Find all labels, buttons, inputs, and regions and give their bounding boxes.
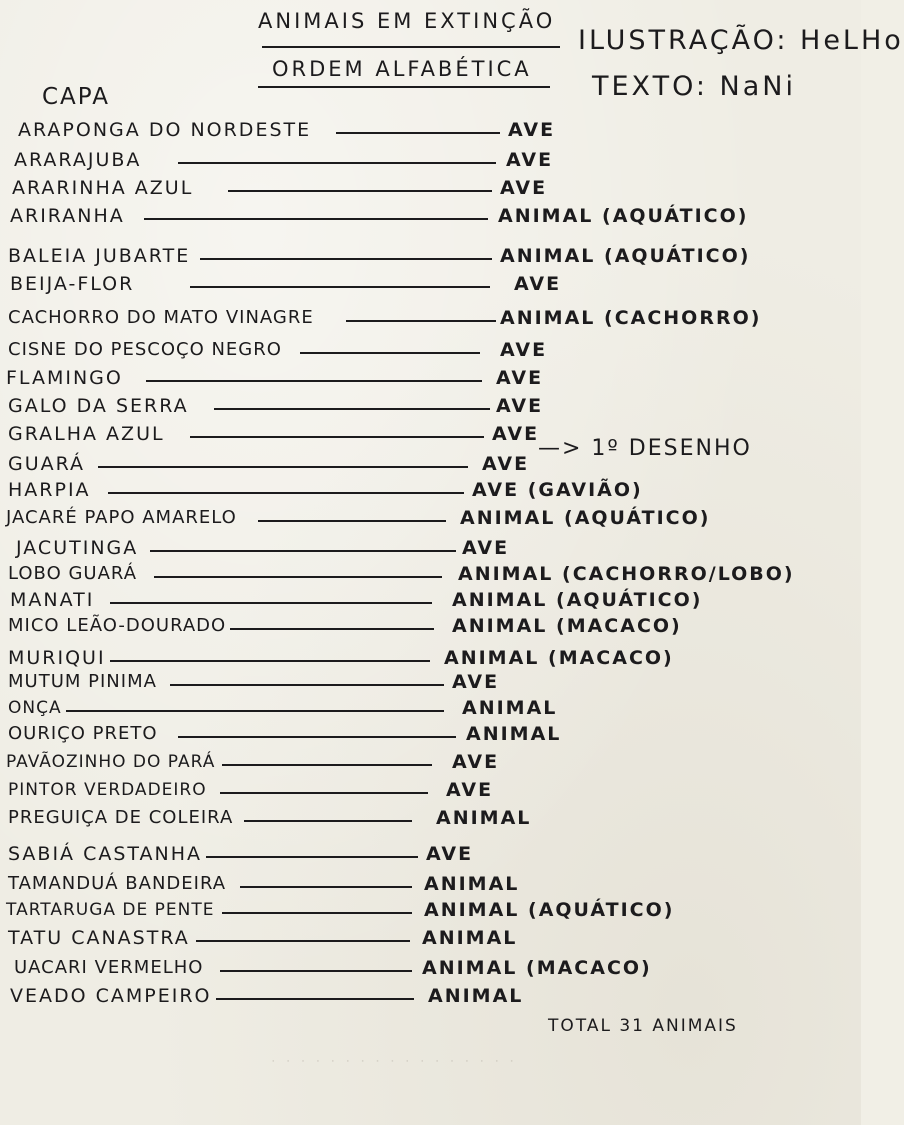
list-item <box>0 696 861 724</box>
list-item <box>0 588 861 616</box>
animal-name: FLAMINGO <box>6 367 123 389</box>
animal-type: AVE <box>426 843 474 865</box>
dash-line <box>222 912 412 914</box>
dash-line <box>230 628 434 630</box>
animal-type: AVE <box>500 177 548 199</box>
list-item <box>0 118 861 146</box>
animal-type: ANIMAL <box>436 807 532 829</box>
dash-line <box>214 408 490 410</box>
list-item <box>0 898 861 926</box>
animal-type: ANIMAL <box>462 697 558 719</box>
animal-type: ANIMAL <box>466 723 562 745</box>
animal-name: ARARAJUBA <box>14 149 142 171</box>
dash-line <box>196 940 410 942</box>
animal-name: MUTUM PINIMA <box>8 671 157 692</box>
animal-name: SABIÁ CASTANHA <box>8 843 203 865</box>
animal-type: AVE <box>500 339 548 361</box>
animal-type: AVE <box>506 149 554 171</box>
animal-name: MICO LEÃO-DOURADO <box>8 615 227 636</box>
animal-type: ANIMAL (AQUÁTICO) <box>500 245 751 267</box>
list-item <box>0 394 861 422</box>
dash-line <box>228 190 492 192</box>
dash-line <box>220 970 412 972</box>
dash-line <box>108 492 464 494</box>
animal-type: ANIMAL (AQUÁTICO) <box>452 589 703 611</box>
animal-type: ANIMAL (MACACO) <box>452 615 682 637</box>
animal-name: MURIQUI <box>8 647 106 669</box>
dash-line <box>220 792 428 794</box>
dash-line <box>150 550 456 552</box>
list-item <box>0 842 861 870</box>
dash-line <box>110 660 430 662</box>
animal-type: ANIMAL (CACHORRO) <box>500 307 762 329</box>
animal-type: AVE <box>492 423 540 445</box>
list-item <box>0 306 861 334</box>
list-item <box>0 148 861 176</box>
text-credit: TEXTO: NaNi <box>592 71 796 102</box>
list-item <box>0 338 861 366</box>
list-item <box>0 366 861 394</box>
animal-name: HARPIA <box>8 479 91 501</box>
animal-type: AVE <box>508 119 556 141</box>
list-item <box>0 478 861 506</box>
dash-line <box>222 764 432 766</box>
bleed-through-watermark: · · · · · · · · · · · · · · · · · <box>268 1052 514 1068</box>
list-item <box>0 750 861 778</box>
page-subtitle: ORDEM ALFABÉTICA <box>272 57 532 81</box>
list-item <box>0 614 861 642</box>
animal-type: ANIMAL (MACACO) <box>422 957 652 979</box>
list-item <box>0 984 861 1012</box>
dash-line <box>170 684 444 686</box>
dash-line <box>110 602 432 604</box>
list-item <box>0 562 861 590</box>
animal-type: ANIMAL <box>428 985 524 1007</box>
dash-line <box>240 886 412 888</box>
animal-type: AVE <box>452 751 500 773</box>
animal-type: ANIMAL (MACACO) <box>444 647 674 669</box>
animal-type: ANIMAL (AQUÁTICO) <box>498 205 749 227</box>
animal-name: MANATI <box>10 589 95 611</box>
dash-line <box>66 710 444 712</box>
animal-type: AVE <box>496 395 544 417</box>
list-item <box>0 506 861 534</box>
animal-name: BEIJA-FLOR <box>10 273 135 295</box>
animal-name: PINTOR VERDADEIRO <box>8 780 207 800</box>
dash-line <box>144 218 488 220</box>
list-item <box>0 926 861 954</box>
animal-name: ARARINHA AZUL <box>12 177 194 199</box>
animal-name: OURIÇO PRETO <box>8 723 158 744</box>
dash-line <box>146 380 482 382</box>
illustration-credit: ILUSTRAÇÃO: HeLHo <box>578 25 904 56</box>
page-title: ANIMAIS EM EXTINÇÃO <box>258 9 556 33</box>
animal-name: ARAPONGA DO NORDESTE <box>18 119 312 141</box>
animal-type: AVE <box>514 273 562 295</box>
list-item <box>0 722 861 750</box>
cover-label: CAPA <box>42 84 110 110</box>
animal-name: VEADO CAMPEIRO <box>10 985 212 1007</box>
dash-line <box>300 352 480 354</box>
first-drawing-note: —> 1º DESENHO <box>538 436 752 461</box>
animal-type: ANIMAL (AQUÁTICO) <box>424 899 675 921</box>
list-item <box>0 956 861 984</box>
animal-type: AVE <box>482 453 530 475</box>
title-underline <box>262 46 560 48</box>
animal-name: GRALHA AZUL <box>8 423 165 445</box>
dash-line <box>244 820 412 822</box>
animal-name: LOBO GUARÁ <box>8 563 138 584</box>
animal-name: TAMANDUÁ BANDEIRA <box>8 873 227 894</box>
list-item <box>0 204 861 232</box>
dash-line <box>98 466 468 468</box>
animal-name: PREGUIÇA DE COLEIRA <box>8 807 234 828</box>
dash-line <box>190 286 490 288</box>
animal-name: ONÇA <box>8 698 62 718</box>
animal-name: PAVÃOZINHO DO PARÁ <box>6 752 216 772</box>
animal-name: JACUTINGA <box>16 537 139 559</box>
animal-type: ANIMAL (AQUÁTICO) <box>460 507 711 529</box>
list-item <box>0 806 861 834</box>
dash-line <box>154 576 442 578</box>
list-item <box>0 244 861 272</box>
animal-type: AVE <box>452 671 500 693</box>
dash-line <box>190 436 484 438</box>
animal-type: AVE <box>496 367 544 389</box>
animal-type: ANIMAL (CACHORRO/LOBO) <box>458 563 795 585</box>
animal-name: UACARI VERMELHO <box>14 957 204 978</box>
dash-line <box>216 998 414 1000</box>
animal-type: AVE <box>446 779 494 801</box>
list-item <box>0 778 861 806</box>
dash-line <box>206 856 418 858</box>
animal-type: ANIMAL <box>422 927 518 949</box>
animal-name: ARIRANHA <box>10 205 125 227</box>
dash-line <box>346 320 496 322</box>
dash-line <box>200 258 492 260</box>
animal-name: TATU CANASTRA <box>8 927 190 949</box>
dash-line <box>178 162 496 164</box>
animal-name: BALEIA JUBARTE <box>8 245 191 267</box>
dash-line <box>336 132 500 134</box>
animal-type: AVE (GAVIÃO) <box>472 479 643 501</box>
subtitle-underline <box>258 86 550 88</box>
list-item <box>0 536 861 564</box>
animal-name: GALO DA SERRA <box>8 395 189 417</box>
list-item <box>0 272 861 300</box>
animal-name: CACHORRO DO MATO VINAGRE <box>8 307 314 328</box>
list-item <box>0 872 861 900</box>
dash-line <box>258 520 446 522</box>
animal-name: CISNE DO PESCOÇO NEGRO <box>8 339 282 360</box>
animal-type: ANIMAL <box>424 873 520 895</box>
animal-name: JACARÉ PAPO AMARELO <box>6 507 237 528</box>
animal-name: TARTARUGA DE PENTE <box>6 900 215 920</box>
animal-name: GUARÁ <box>8 453 86 475</box>
total-count: TOTAL 31 ANIMAIS <box>548 1016 738 1036</box>
dash-line <box>178 736 456 738</box>
list-item <box>0 670 861 698</box>
list-item <box>0 176 861 204</box>
animal-type: AVE <box>462 537 510 559</box>
